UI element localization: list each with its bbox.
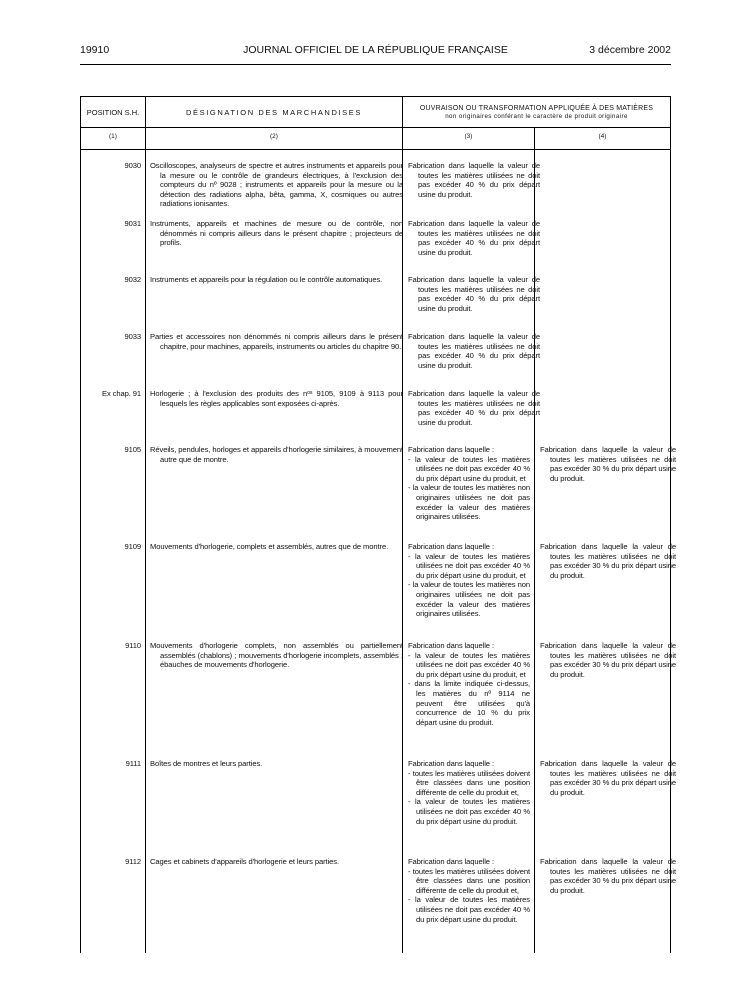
rule-condition: - la valeur de toutes les matières utilisées ne doit pas excéder 40 % du prix départ usine du produit, et xyxy=(408,650,530,679)
header-bottom-rule xyxy=(81,149,670,150)
row-position: 9109 xyxy=(124,542,141,551)
row-rule-col4: Fabrication dans laquelle la valeur de toutes les matières utilisées ne doit pas excéder 30 % du prix départ usine du produit. xyxy=(540,759,676,797)
row-designation: Mouvements d'horlogerie, complets et assemblés, autres que de montre. xyxy=(150,542,389,551)
rules-table xyxy=(80,96,676,953)
row-designation: Mouvements d'horlogerie complets, non assemblés ou partiellement assemblés (chablons) ; mouvements d'horlogerie incomplets, assemblés ; ébauches de mouvements d'horlogerie. xyxy=(150,641,403,670)
row-rule-col3: Fabrication dans laquelle la valeur de toutes les matières utilisées ne doit pas excéder 40 % du prix départ usine du produit. xyxy=(408,332,540,370)
header-ouvraison-line1: OUVRAISON OU TRANSFORMATION APPLIQUÉE À DES MATIÈRES xyxy=(419,104,654,112)
column-number: (3) xyxy=(464,133,473,140)
header-position-label: POSITION S.H. xyxy=(86,107,140,117)
row-rule-col4: Fabrication dans laquelle la valeur de toutes les matières utilisées ne doit pas excéder 30 % du prix départ usine du produit. xyxy=(540,542,676,580)
rule-condition: - la valeur de toutes les matières non originaires utilisées ne doit pas excéder la valeur des matières originaires utilisées. xyxy=(408,483,530,522)
row-rule-col4: Fabrication dans laquelle la valeur de toutes les matières utilisées ne doit pas excéder 30 % du prix départ usine du produit. xyxy=(540,445,676,483)
rule-intro: Fabrication dans laquelle : xyxy=(408,542,494,551)
row-rule-col3 xyxy=(408,857,530,924)
journal-title: JOURNAL OFFICIEL DE LA RÉPUBLIQUE FRANÇAISE xyxy=(243,44,508,56)
header-ouvraison-line2: non originaires conférant le caractère de produit originaire xyxy=(445,112,628,120)
rule-condition-text: la valeur de toutes les matières utilisées ne doit pas excéder 40 % du prix départ usine du produit, et xyxy=(415,551,530,580)
page-header xyxy=(80,44,671,58)
row-rule-col3 xyxy=(408,759,530,826)
column-number: (1) xyxy=(109,133,117,140)
header-subrule xyxy=(81,127,402,128)
row-position: 9105 xyxy=(124,445,141,454)
column-divider xyxy=(145,97,146,953)
rule-condition: - la valeur de toutes les matières utilisées ne doit pas excéder 40 % du prix départ usine du produit. xyxy=(408,797,530,826)
row-designation: Instruments et appareils pour la régulation ou le contrôle automatiques. xyxy=(150,275,383,284)
row-rule-col3: Fabrication dans laquelle la valeur de toutes les matières utilisées ne doit pas excéder 40 % du prix départ usine du produit. xyxy=(408,219,540,257)
row-designation: Réveils, pendules, horloges et appareils d'horlogerie similaires, à mouvement autre que de montre. xyxy=(150,445,403,464)
row-position: 9033 xyxy=(124,332,141,341)
rule-condition-text: la valeur de toutes les matières utilisées ne doit pas excéder 40 % du prix départ usine du produit, et xyxy=(415,650,530,679)
rule-intro: Fabrication dans laquelle : xyxy=(408,641,494,650)
row-position: 9110 xyxy=(125,641,141,650)
row-designation: Oscilloscopes, analyseurs de spectre et autres instruments et appareils pour la mesure ou le contrôle de grandeurs électriques, à l'exclusion des compteurs du nº 9028 ; instruments et appareils pour la mesure ou la détection des radiations alpha, bêta, gamma, X, cosmiques ou autres radiations ionisantes. xyxy=(150,161,403,209)
row-designation: Instruments, appareils et machines de mesure ou de contrôle, non dénommés ni compris ailleurs dans le présent chapitre ; projecteurs de profils. xyxy=(150,219,403,248)
rule-condition-text: la valeur de toutes les matières utilisées ne doit pas excéder 40 % du prix départ usine du produit, et xyxy=(415,454,530,483)
row-rule-col3 xyxy=(408,445,530,522)
rule-intro: Fabrication dans laquelle : xyxy=(408,857,494,866)
rule-intro: Fabrication dans laquelle : xyxy=(408,759,494,768)
rule-condition: - dans la limite indiquée ci-dessus, les matières du nº 9114 ne peuvent être utilisées qu'à concurrence de 10 % du prix départ usine du produit. xyxy=(408,679,530,727)
row-rule-col3 xyxy=(408,641,530,727)
rule-condition-text: la valeur de toutes les matières non originaires utilisées ne doit pas excéder la valeur des matières originaires utilisées. xyxy=(412,580,530,619)
row-rule-col3 xyxy=(408,542,530,619)
header-position xyxy=(81,97,145,127)
row-designation: Cages et cabinets d'appareils d'horlogerie et leurs parties. xyxy=(150,857,339,866)
row-position: 9112 xyxy=(125,857,141,866)
row-position: 9030 xyxy=(124,161,141,170)
row-rule-col4: Fabrication dans laquelle la valeur de toutes les matières utilisées ne doit pas excéder 30 % du prix départ usine du produit. xyxy=(540,857,676,895)
rule-condition-text: toutes les matières utilisées doivent être classées dans une position différente de celle du produit et, xyxy=(412,866,530,895)
row-designation: Boîtes de montres et leurs parties. xyxy=(150,759,263,768)
rule-condition-text: la valeur de toutes les matières utilisées ne doit pas excéder 40 % du prix départ usine du produit. xyxy=(415,797,530,826)
column-number: (2) xyxy=(270,133,278,140)
rule-condition: - la valeur de toutes les matières utilisées ne doit pas excéder 40 % du prix départ usine du produit, et xyxy=(408,454,530,483)
row-designation: Parties et accessoires non dénommés ni compris ailleurs dans le présent chapitre, pour machines, appareils, instruments ou articles du chapitre 90. xyxy=(150,332,403,351)
row-designation: Horlogerie ; à l'exclusion des produits des nᵒˢ 9105, 9109 à 9113 pour lesquels les règles applicables sont exposées ci-après. xyxy=(150,389,403,408)
header-rule xyxy=(80,64,671,65)
row-position: 9032 xyxy=(124,275,141,284)
publication-date: 3 décembre 2002 xyxy=(589,44,671,56)
row-position: Ex chap. 91 xyxy=(101,389,141,398)
rule-intro: Fabrication dans laquelle : xyxy=(408,445,494,454)
rule-condition-text: la valeur de toutes les matières non originaires utilisées ne doit pas excéder la valeur des matières originaires utilisées. xyxy=(412,483,530,522)
row-rule-col3: Fabrication dans laquelle la valeur de toutes les matières utilisées ne doit pas excéder 40 % du prix départ usine du produit. xyxy=(408,161,540,199)
rule-condition: - toutes les matières utilisées doivent être classées dans une position différente de celle du produit et, xyxy=(408,768,530,797)
column-number: (4) xyxy=(598,133,607,140)
header-designation xyxy=(146,97,402,127)
row-position: 9111 xyxy=(125,759,141,768)
rule-condition: - la valeur de toutes les matières utilisées ne doit pas excéder 40 % du prix départ usine du produit, et xyxy=(408,551,530,580)
rule-condition: - toutes les matières utilisées doivent être classées dans une position différente de celle du produit et, xyxy=(408,866,530,895)
rule-condition: - la valeur de toutes les matières non originaires utilisées ne doit pas excéder la valeur des matières originaires utilisées. xyxy=(408,580,530,619)
rule-condition: - la valeur de toutes les matières utilisées ne doit pas excéder 40 % du prix départ usine du produit. xyxy=(408,895,530,924)
page-number: 19910 xyxy=(80,44,110,56)
header-designation-label: DÉSIGNATION DES MARCHANDISES xyxy=(186,107,362,117)
row-rule-col4: Fabrication dans laquelle la valeur de toutes les matières utilisées ne doit pas excéder 30 % du prix départ usine du produit. xyxy=(540,641,676,679)
rule-condition-text: toutes les matières utilisées doivent être classées dans une position différente de celle du produit et, xyxy=(412,768,530,797)
row-position: 9031 xyxy=(124,219,141,228)
header-ouvraison xyxy=(403,97,670,127)
row-rule-col3: Fabrication dans laquelle la valeur de toutes les matières utilisées ne doit pas excéder 40 % du prix départ usine du produit. xyxy=(408,275,540,313)
rule-condition-text: dans la limite indiquée ci-dessus, les matières du nº 9114 ne peuvent être utilisées qu'à concurrence de 10 % du prix départ usine du produit. xyxy=(414,679,530,727)
row-rule-col3: Fabrication dans laquelle la valeur de toutes les matières utilisées ne doit pas excéder 40 % du prix départ usine du produit. xyxy=(408,389,540,427)
rule-condition-text: la valeur de toutes les matières utilisées ne doit pas excéder 40 % du prix départ usine du produit. xyxy=(415,895,530,924)
header-subrule xyxy=(402,127,670,128)
